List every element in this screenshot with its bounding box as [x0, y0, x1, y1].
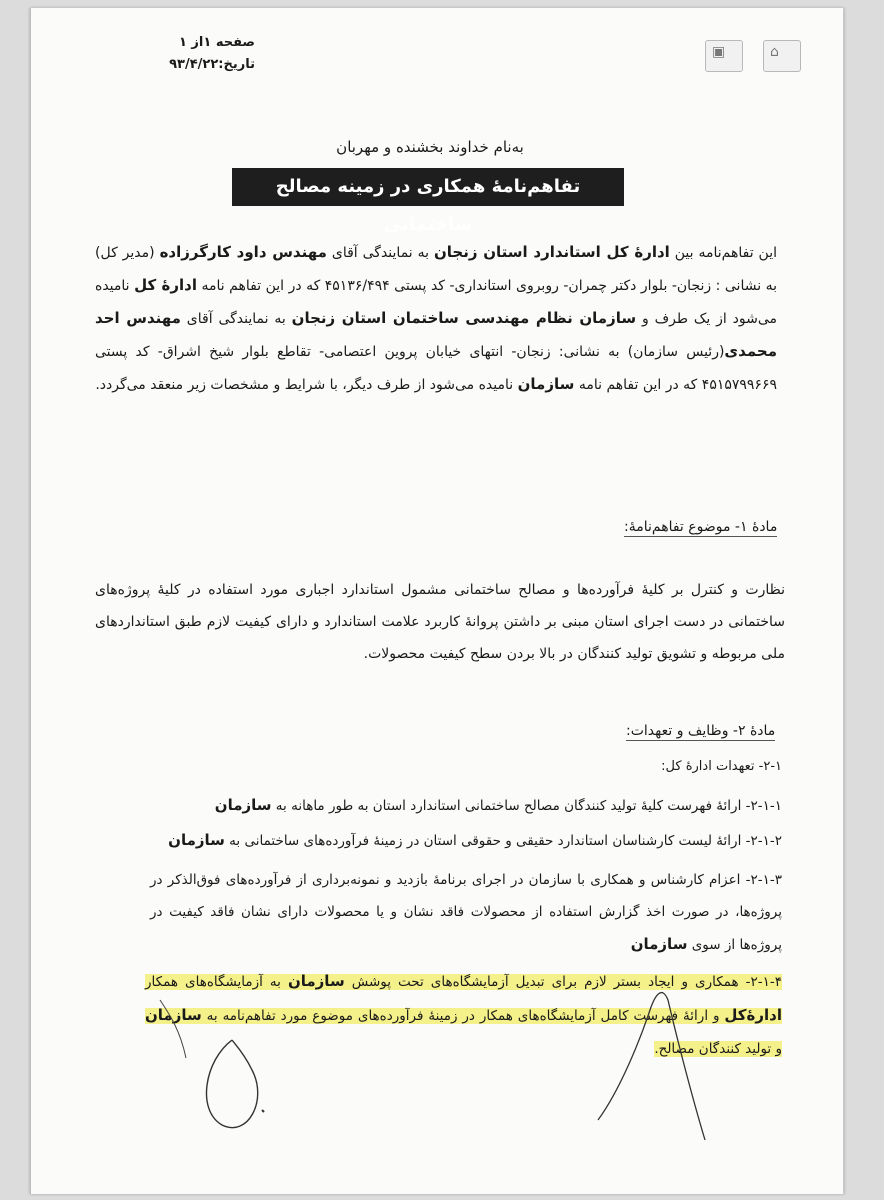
item-text: ۲-۱-۳- اعزام کارشناس و همکاری با سازمان در اجرای برنامهٔ بازدید و نمونه‌برداری از فرآورده‌های فوق‌الذکر در پروژه‌ها، در صورت اخذ گزارش استفاده از محصولات فاقد نشان و یا محصولات دارای نشان فاقد کیفیت در پروژه‌ها از سوی: [150, 872, 782, 953]
intro-text: (مدیر کل) به نشانی : زنجان- بلوار دکتر چمران- روبروی استانداری- کد پستی ۴۵۱۳۶/۴۹۴ که در این تفاهم نامه: [95, 245, 778, 294]
item-bold: سازمان: [214, 796, 272, 814]
item-text: ۲-۱-۱- ارائهٔ فهرست کلیهٔ تولید کنندگان مصالح ساختمانی استاندارد استان به طور ماهانه به: [271, 798, 782, 814]
item-bold: سازمان: [145, 1006, 202, 1024]
stamp-logo-icon: ▣: [705, 40, 743, 72]
party-two-alias: سازمان: [517, 375, 575, 393]
article2-heading: مادهٔ ۲- وظایف و تعهدات:: [626, 723, 776, 739]
party-one-name: ادارهٔ کل استاندارد استان زنجان: [433, 243, 670, 261]
item-text: و تولید کنندگان مصالح.: [654, 1041, 782, 1057]
intro-text: نامیده می‌شود از طرف دیگر، با شرایط و مشخصات زیر منعقد می‌گردد.: [95, 377, 518, 393]
document-title: تفاهم‌نامهٔ همکاری در زمینه مصالح ساختمانی: [232, 168, 624, 206]
item-bold: سازمان: [287, 972, 345, 990]
page-number: صفحه ۱از ۱: [178, 35, 255, 50]
intro-text: نامیده می‌شود از یک طرف و: [95, 278, 777, 327]
article1-body: نظارت و کنترل بر کلیهٔ فرآورده‌ها و مصالح ساختمانی مشمول استاندارد اجباری مورد استفاده در کلیهٔ پروژه‌های ساختمانی در دست اجرای استان مبنی بر داشتن پروانهٔ کاربرد علامت استاندارد و دارای کیفیت لازم طبق استانداردهای ملی مربوطه و تشویق تولید کنندگان در بالا بردن سطح کیفیت محصولات.: [95, 582, 785, 662]
org-logo-icon: ⌂: [763, 40, 801, 72]
item-text: به آزمایشگاه‌های همکار: [145, 974, 288, 990]
intro-text: (رئیس سازمان) به نشانی: زنجان- انتهای خیابان پروین اعتصامی- تقاطع بلوار شیخ اشراق- کد پستی ۴۵۱۵۷۹۹۶۶۹ که در این تفاهم نامه: [95, 344, 777, 393]
item-bold: سازمان: [630, 935, 688, 953]
list-item-highlighted: [145, 965, 782, 1066]
item-text: و ارائهٔ فهرست کامل آزمایشگاه‌های همکار در زمینهٔ فرآورده‌های موضوع مورد تفاهم‌نامه به: [201, 1008, 725, 1024]
list-item: [150, 828, 782, 853]
article1-heading: مادهٔ ۱- موضوع تفاهم‌نامهٔ:: [624, 519, 778, 535]
intro-text: به نمایندگی آقای: [180, 311, 292, 327]
party-two-rep: مهندس احد محمدی: [95, 309, 777, 360]
intro-text: به نمایندگی آقای: [326, 245, 434, 261]
item-text: ۲-۱-۴- همکاری و ایجاد بستر لازم برای تبدیل آزمایشگاه‌های تحت پوشش: [344, 974, 782, 990]
party-one-alias: ادارهٔ کل: [134, 276, 197, 294]
document-date: تاریخ:۹۳/۴/۲۲: [169, 57, 255, 72]
list-item: [150, 864, 782, 961]
intro-paragraph: [95, 236, 777, 401]
party-one-rep: مهندس داود کارگرزاده: [159, 243, 327, 261]
item-bold: سازمان: [168, 831, 225, 849]
item-text: ۲-۱-۲- ارائهٔ لیست کارشناسان استاندارد حقیقی و حقوقی استان در زمینهٔ فرآورده‌های ساختمانی به: [224, 833, 782, 849]
bismillah: به‌نام خداوند بخشنده و مهربان: [336, 138, 524, 156]
intro-text: این تفاهم‌نامه بین: [669, 245, 778, 261]
header-meta: [95, 32, 255, 76]
list-item: [150, 793, 782, 818]
article2-subheading: ۲-۱- تعهدات ادارهٔ کل:: [661, 759, 782, 774]
party-two-name: سازمان نظام مهندسی ساختمان استان زنجان: [291, 309, 637, 327]
item-bold: ادارهٔ‌کل: [724, 1006, 782, 1024]
highlighted-text: [145, 974, 782, 1057]
